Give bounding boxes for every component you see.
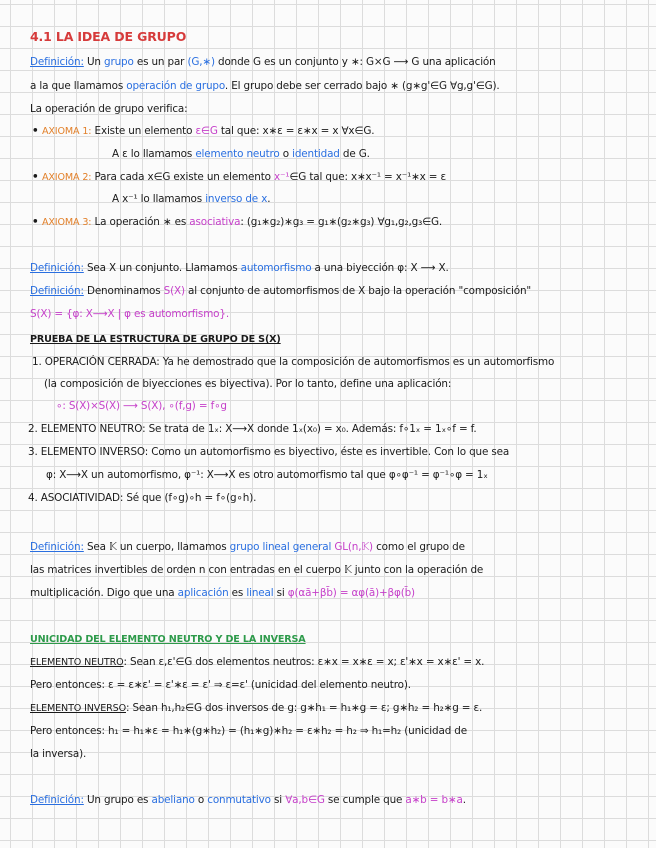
- term-operacion-de-grupo: operación de grupo: [126, 80, 225, 92]
- term-abeliano: abeliano: [151, 794, 195, 806]
- definition-gl: [30, 541, 465, 554]
- unique-inverse: [30, 702, 482, 715]
- definition-gl-3: [30, 587, 415, 600]
- text: donde G es un conjunto y ∗: G×G ⟶ G una aplicación: [214, 56, 496, 68]
- text: si: [270, 794, 286, 806]
- axiom-2-note: [112, 193, 270, 206]
- proof-inverse: 3. ELEMENTO INVERSO: Como un automorfismo es biyectivo, éste es invertible. Con lo que sea: [28, 446, 510, 458]
- term-identidad: identidad: [292, 148, 340, 160]
- definition-sx: [30, 285, 531, 298]
- text: a la que llamamos: [30, 80, 127, 92]
- axiom-1-note: [112, 148, 370, 161]
- axiom-label: AXIOMA 1:: [41, 126, 92, 137]
- text: A x⁻¹ lo llamamos: [112, 193, 206, 205]
- proof-closure: 1. OPERACIÓN CERRADA: Ya he demostrado que la composición de automorfismos es un automorfismo: [32, 356, 555, 368]
- definition-label: Definición:: [30, 794, 84, 806]
- term-automorfismo: automorfismo: [240, 262, 312, 274]
- definition-gl-2: las matrices invertibles de orden n con entradas en el cuerpo 𝕂 junto con la operación de: [30, 564, 484, 576]
- page-title: 4.1 LA IDEA DE GRUPO: [30, 29, 187, 44]
- text: multiplicación. Digo que una: [30, 587, 178, 599]
- proof-associativity: 4. ASOCIATIVIDAD: Sé que (f∘g)∘h = f∘(g∘h).: [28, 492, 257, 504]
- text: : Sean ε,ε'∈G dos elementos neutros: ε∗x = x∗ε = x; ε'∗x = x∗ε' = x.: [123, 656, 485, 668]
- axiom-3: [32, 216, 442, 229]
- text: es: [228, 587, 247, 599]
- text: Para cada x∈G existe un elemento: [91, 171, 274, 183]
- term-epsilon: ε∈G: [195, 125, 218, 137]
- proof-inverse-2: φ: X⟶X un automorfismo, φ⁻¹: X⟶X es otro automorfismo tal que φ∘φ⁻¹ = φ⁻¹∘φ = 1ₓ: [46, 469, 488, 481]
- unique-neutral-2: Pero entonces: ε = ε∗ε' = ε'∗ε = ε' ⇒ ε=ε' (unicidad del elemento neutro).: [30, 679, 411, 691]
- definition-group-line-1: [30, 56, 496, 69]
- text: o: [279, 148, 293, 160]
- text: o: [194, 794, 208, 806]
- text: Un grupo es: [83, 794, 152, 806]
- term-gl: GL(n,𝕂): [331, 541, 373, 553]
- term-inverso: inverso de x: [205, 193, 268, 205]
- text: se cumple que: [324, 794, 406, 806]
- linearity-formula: φ(αā+βb̄) = αφ(ā)+βφ(b̄): [287, 587, 415, 599]
- subheading: ELEMENTO INVERSO: [30, 703, 126, 714]
- term-sx: S(X): [163, 285, 185, 297]
- term-grupo-lineal-general: grupo lineal general: [229, 541, 332, 553]
- text: a una biyección φ: X ⟶ X.: [311, 262, 449, 274]
- unique-inverse-3: la inversa).: [30, 748, 87, 760]
- unique-inverse-2: Pero entonces: h₁ = h₁∗ε = h₁∗(g∗h₂) = (h₁∗g)∗h₂ = ε∗h₂ = h₂ ⇒ h₁=h₂ (unicidad de: [30, 725, 467, 737]
- text: como el grupo de: [372, 541, 465, 553]
- text: Un: [83, 56, 105, 68]
- proof-closure-2: (la composición de biyecciones es biyectiva). Por lo tanto, define una aplicación:: [44, 378, 452, 390]
- text: al conjunto de automorfismos de X bajo la operación "composición": [184, 285, 532, 297]
- term-conmutativo: conmutativo: [207, 794, 271, 806]
- term-lineal: lineal: [246, 587, 274, 599]
- bullet: •: [32, 171, 42, 183]
- definition-group-line-2: [30, 80, 500, 93]
- text: .: [267, 193, 271, 205]
- text: Sea 𝕂 un cuerpo, llamamos: [83, 541, 230, 553]
- text: de G.: [339, 148, 370, 160]
- term-inverse: x⁻¹: [274, 171, 290, 183]
- definition-label: Definición:: [30, 56, 84, 68]
- text: tal que: x∗ε = ε∗x = x ∀x∈G.: [217, 125, 375, 137]
- uniqueness-heading: UNICIDAD DEL ELEMENTO NEUTRO Y DE LA INVERSA: [30, 634, 306, 645]
- term-aplicacion: aplicación: [177, 587, 229, 599]
- text: si: [273, 587, 288, 599]
- text: Existe un elemento: [91, 125, 196, 137]
- text: es un par: [133, 56, 188, 68]
- definition-abeliano: [30, 794, 466, 807]
- bullet: •: [32, 216, 42, 228]
- proof-heading: PRUEBA DE LA ESTRUCTURA DE GRUPO DE S(X): [30, 334, 281, 345]
- text: . El grupo debe ser cerrado bajo ∗ (g∗g'∈G ∀g,g'∈G).: [224, 80, 500, 92]
- definition-label: Definición:: [30, 541, 84, 553]
- proof-neutral: 2. ELEMENTO NEUTRO: Se trata de 1ₓ: X⟶X donde 1ₓ(x₀) = x₀. Además: f∘1ₓ = 1ₓ∘f = f.: [28, 423, 477, 435]
- unique-neutral: [30, 656, 484, 669]
- definition-label: Definición:: [30, 262, 84, 274]
- definition-label: Definición:: [30, 285, 84, 297]
- text: Denominamos: [83, 285, 164, 297]
- term-forall: ∀a,b∈G: [285, 794, 325, 806]
- text: : Sean h₁,h₂∈G dos inversos de g: g∗h₁ = h₁∗g = ε; g∗h₂ = h₂∗g = ε.: [125, 702, 483, 714]
- definition-automorfismo: [30, 262, 449, 275]
- term-commutative-eq: a∗b = b∗a: [405, 794, 463, 806]
- sx-set: S(X) = {φ: X⟶X | φ es automorfismo}.: [30, 308, 229, 320]
- axiom-label: AXIOMA 2:: [41, 172, 92, 183]
- term-elemento-neutro: elemento neutro: [195, 148, 280, 160]
- proof-composition: ∘: S(X)×S(X) ⟶ S(X), ∘(f,g) = f∘g: [56, 400, 227, 412]
- term-pair: (G,∗): [187, 56, 215, 68]
- text: A ε lo llamamos: [112, 148, 196, 160]
- term-grupo: grupo: [104, 56, 134, 68]
- axiom-label: AXIOMA 3:: [41, 217, 92, 228]
- subheading: ELEMENTO NEUTRO: [30, 657, 124, 668]
- axiom-2: [32, 171, 446, 184]
- bullet: •: [32, 125, 42, 137]
- text: ∈G tal que: x∗x⁻¹ = x⁻¹∗x = ε: [289, 171, 446, 183]
- text: Sea X un conjunto. Llamamos: [83, 262, 241, 274]
- text: .: [462, 794, 466, 806]
- text: : (g₁∗g₂)∗g₃ = g₁∗(g₂∗g₃) ∀g₁,g₂,g₃∈G.: [240, 216, 443, 228]
- text: La operación ∗ es: [91, 216, 190, 228]
- axiom-1: [32, 125, 374, 138]
- term-asociativa: asociativa: [189, 216, 241, 228]
- operation-verifies: La operación de grupo verifica:: [30, 103, 188, 115]
